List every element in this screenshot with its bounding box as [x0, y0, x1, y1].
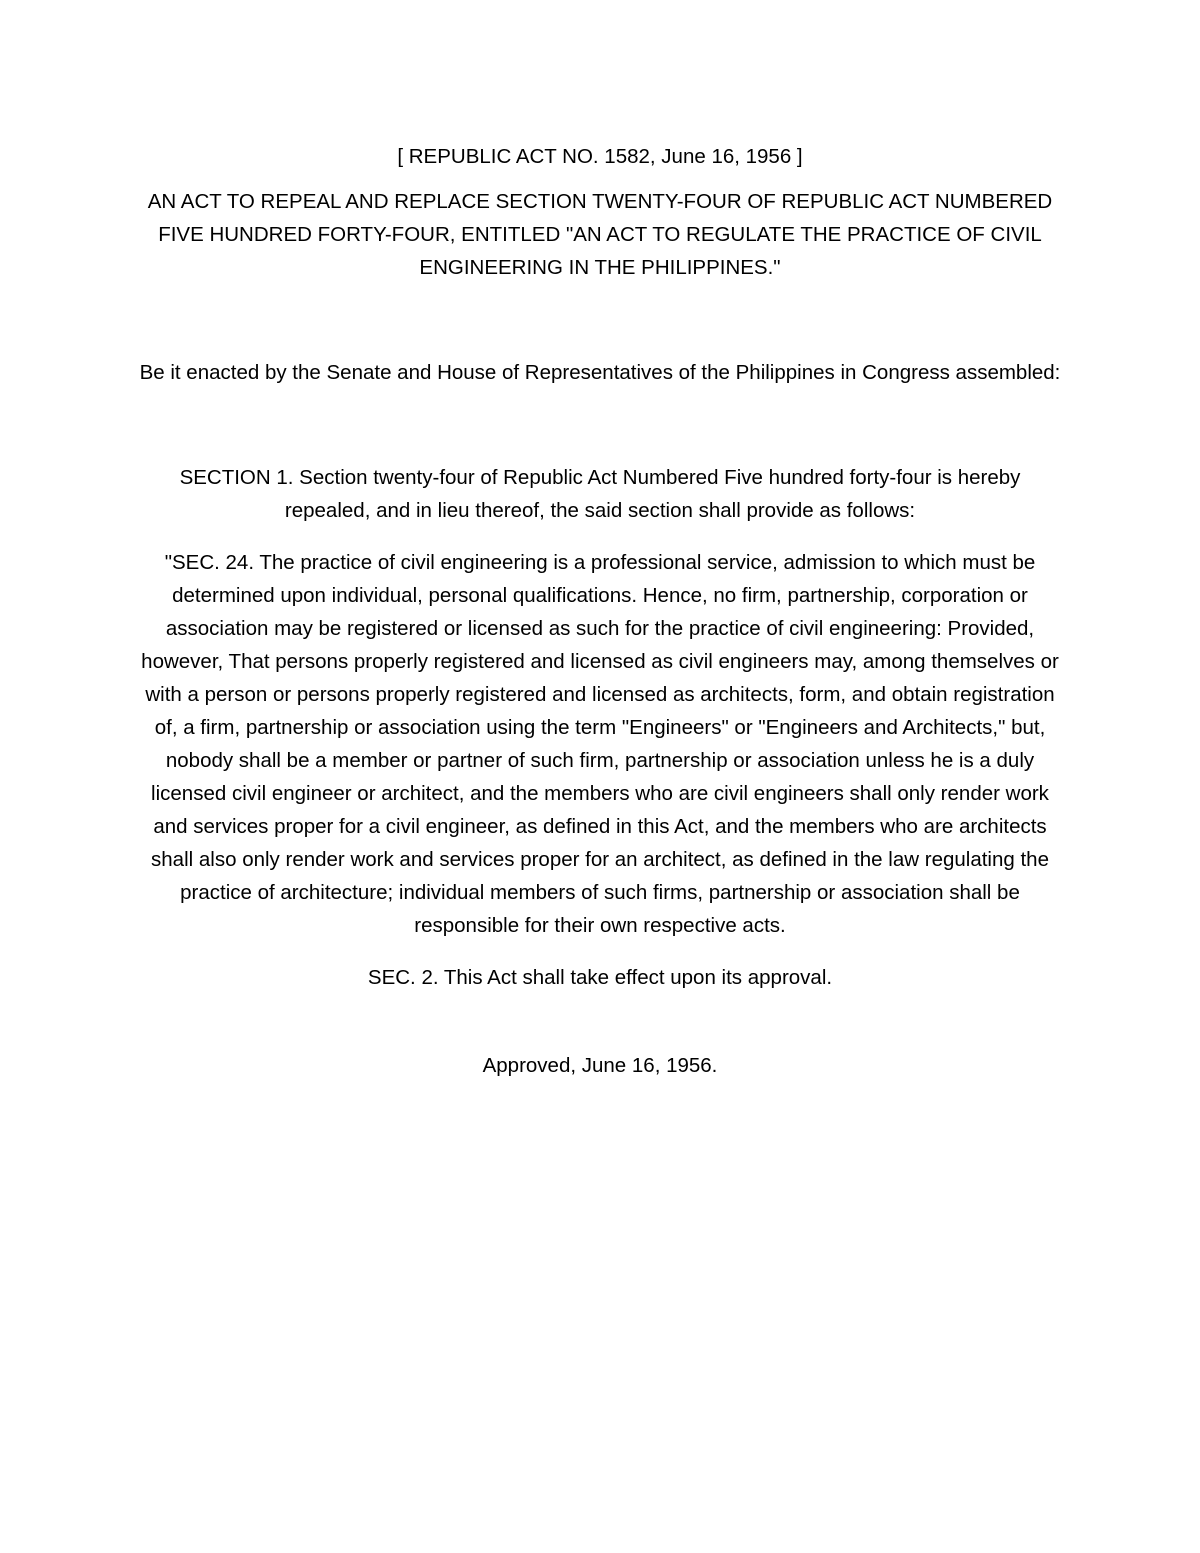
approval-date: Approved, June 16, 1956. — [482, 1054, 718, 1077]
act-title: AN ACT TO REPEAL AND REPLACE SECTION TWENTY-FOUR OF REPUBLIC ACT NUMBERED FIVE HUNDRED FORTY-FOUR, ENTITLED "AN ACT TO REGULATE THE PRACTICE OF CIVIL ENGINEERING IN THE PHILIPPINES." — [147, 190, 1053, 279]
section-2: SEC. 2. This Act shall take effect upon its approval. — [367, 966, 833, 989]
section-24-text: "SEC. 24. The practice of civil engineering is a professional service, admission to which must be determined upon individual, personal qualifications. Hence, no firm, partnership, corporation or association may be registered or licensed as such for the practice of civil engineering: Provided, however, That persons properly registered and licensed as civil engineers may, among themselves or with a person or persons properly registered and licensed as architects, form, and obtain registration of, a firm, partnership or association using the term "Engineers" or "Engineers and Architects," but, nobody shall be a member or partner of such firm, partnership or association unless he is a duly licensed civil engineer or architect, and the members who are civil engineers shall only render work and services proper for a civil engineer, as defined in this Act, and the members who are architects shall also only render work and services proper for an architect, as defined in the law regulating the practice of architecture; individual members of such firms, partnership or association shall be responsible for their own respective acts. — [141, 551, 1059, 937]
section-1: SECTION 1. Section twenty-four of Republic Act Numbered Five hundred forty-four is hereby repealed, and in lieu thereof, the said section shall provide as follows: — [179, 466, 1021, 522]
enacting-clause: Be it enacted by the Senate and House of Representatives of the Philippines in Congress assembled: — [139, 361, 1061, 384]
act-heading: [ REPUBLIC ACT NO. 1582, June 16, 1956 ] — [397, 145, 803, 168]
document-body — [138, 140, 1062, 1082]
